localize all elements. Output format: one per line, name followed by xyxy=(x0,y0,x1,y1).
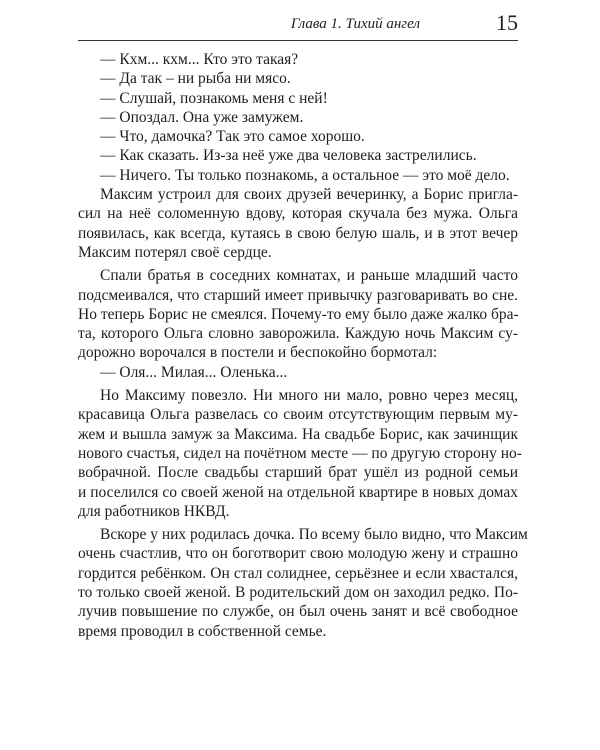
paragraph-line: гордится ребёнком. Он стал солиднее, серьёзнее и если хвастался, xyxy=(78,564,518,582)
paragraph-line: очень счастлив, что он боготворит свою молодую жену и страшно xyxy=(78,545,518,563)
paragraph-line: то только своей женой. В родительский дом он заходил редко. По- xyxy=(78,584,518,602)
paragraph-line: нового счастья, сидел на почётном месте — по другую сторону но- xyxy=(78,444,522,462)
page-number: 15 xyxy=(496,10,518,35)
paragraph-line: дорожно ворочался в постели и беспокойно бормотал: xyxy=(78,344,438,362)
body-text xyxy=(78,50,528,641)
paragraph-line: Спали братья в соседних комнатах, и раньше младший часто xyxy=(100,267,518,285)
paragraph-line: та, которого Ольга словно заворожила. Каждую ночь Максим су- xyxy=(78,325,518,343)
paragraph-line: Но Максиму повезло. Ни много ни мало, ровно через месяц, xyxy=(100,387,518,405)
paragraph-line: появилась, как всегда, кутаясь в свою белую шаль, и в этот вечер xyxy=(78,224,518,242)
paragraph-line: Максим устроил для своих друзей вечеринку, а Борис пригла- xyxy=(100,186,518,204)
dialogue-line: — Опоздал. Она уже замужем. xyxy=(100,108,304,126)
paragraph-line: Максим потерял своё сердце. xyxy=(78,243,272,261)
dialogue-line: — Как сказать. Из-за неё уже два человека застрелились. xyxy=(100,147,477,165)
dialogue-line: — Что, дамочка? Так это самое хорошо. xyxy=(100,128,365,146)
running-header xyxy=(78,10,518,41)
paragraph-line: Вскоре у них родилась дочка. По всему было видно, что Максим xyxy=(100,526,528,544)
paragraph-line: красавица Ольга развелась со своим отсутствующим первым му- xyxy=(78,406,518,424)
chapter-title: Глава 1. Тихий ангел xyxy=(290,16,420,32)
paragraph-line: лучив повышение по службе, он был очень занят и всё свободное xyxy=(78,603,518,621)
paragraph-line: для работников НКВД. xyxy=(78,502,230,520)
paragraph-line: Но теперь Борис не смеялся. Почему-то ему было даже жалко бра- xyxy=(78,305,519,323)
dialogue-line: — Да так – ни рыба ни мясо. xyxy=(100,70,291,88)
paragraph-line: и поселился со своей женой на отдельной квартире в новых домах xyxy=(78,483,518,501)
paragraph-line: сил на неё соломенную вдову, которая скучала без мужа. Ольга xyxy=(78,205,518,223)
dialogue-line: — Ничего. Ты только познакомь, а остальное — это моё дело. xyxy=(100,166,510,184)
paragraph-line: подсмеивался, что старший имеет привычку разговаривать во сне. xyxy=(78,286,518,304)
dialogue-line: — Кхм... кхм... Кто это такая? xyxy=(100,51,299,68)
dialogue-line: — Оля... Милая... Оленька... xyxy=(100,363,288,381)
dialogue-line: — Слушай, познакомь меня с ней! xyxy=(100,89,328,107)
paragraph-line: время проводил в собственной семье. xyxy=(78,622,327,640)
paragraph-line: жем и вышла замуж за Максима. На свадьбе Борис, как зачинщик xyxy=(78,425,518,443)
paragraph-line: вобрачной. После свадьбы старший брат ушёл из родной семьи xyxy=(78,464,518,482)
